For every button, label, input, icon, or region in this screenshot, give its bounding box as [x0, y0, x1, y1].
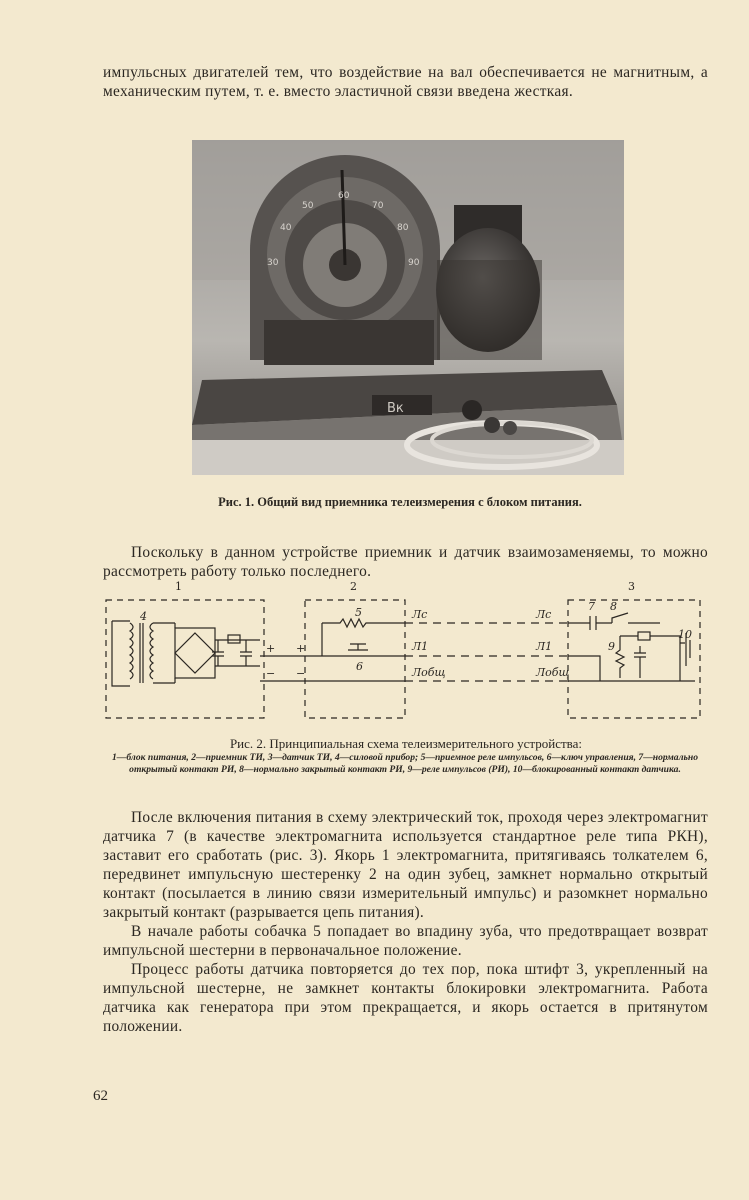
polarity-sign: − — [266, 667, 276, 680]
block-number: 1 — [175, 580, 182, 593]
line-label: Лс — [412, 608, 428, 621]
body-paragraph: Процесс работы датчика повторяется до тех пор, пока штифт 3, укрепленный на импульсной шестерне, не замкнет контакты блокировки электромагнита. Работа датчика как генератора при этом прекращается, и якорь остается в притянутом положении. — [103, 961, 708, 1035]
component-number: 6 — [356, 660, 363, 673]
line-label: Лс — [536, 608, 552, 621]
component-number: 7 — [588, 600, 595, 613]
block-number: 3 — [628, 580, 635, 593]
component-number: 10 — [678, 628, 692, 641]
component-number: 9 — [608, 640, 615, 653]
line-label: Лобщ — [536, 666, 570, 679]
middle-paragraph: Поскольку в данном устройстве приемник и датчик взаимозаменяемы, то можно рассмотреть работу только последнего. — [103, 544, 708, 580]
panel-label: Вк — [387, 401, 404, 416]
top-paragraph: импульсных двигателей тем, что воздействие на вал обеспечивается не магнитным, а механическим путем, т. е. вместо эластичной связи введена жесткая. — [103, 64, 708, 100]
circuit-labels — [139, 580, 692, 680]
polarity-sign: + — [266, 642, 276, 655]
page-number: 62 — [93, 1088, 108, 1104]
dial-label: 80 — [397, 223, 409, 233]
body-paragraph: После включения питания в схему электрический ток, проходя через электромагнит датчика 7 (в качестве электромагнита используется стандартное реле типа РКН), заставит его сработать (рис. 3). Якорь 1 электромагнита, притягиваясь толкателем 6, передвинет импульсную шестеренку 2 на один зубец, замкнет нормально открытый контакт (посылается в линию связи измерительный импульс) и разомкнет нормально закрытый контакт (разрывается цепь питания). — [103, 809, 708, 921]
component-number: 5 — [355, 606, 362, 619]
line-label: Лобщ — [412, 666, 446, 679]
figure2-caption: Рис. 2. Принципиальная схема телеизмерительного устройства: — [229, 736, 583, 751]
figure2-legend: 1—блок питания, 2—приемник ТИ, 3—датчик ТИ, 4—силовой прибор; 5—приемное реле импульсов, 6—ключ управления, 7—нормально открытый контакт РИ, 8—нормально закрытый контакт РИ, 9—реле импульсов (РИ), 10—блокированный контакт датчика. — [111, 752, 699, 775]
component-number: 4 — [140, 610, 147, 623]
figure2-schematic — [100, 578, 710, 728]
block-number: 2 — [350, 580, 357, 593]
receiver-photo-image — [192, 140, 624, 475]
dial-label: 90 — [408, 258, 420, 268]
body-paragraph: В начале работы собачка 5 попадает во впадину зуба, что предотвращает возврат импульсной шестерни в первоначальное положение. — [103, 923, 708, 959]
body-text — [103, 808, 708, 1036]
figure1-caption: Рис. 1. Общий вид приемника телеизмерения с блоком питания. — [218, 495, 582, 509]
dial-label: 30 — [267, 258, 279, 268]
component-number: 8 — [610, 600, 617, 613]
line-label: Л1 — [536, 640, 553, 653]
schematic-diagram — [100, 578, 710, 728]
polarity-sign: − — [296, 667, 306, 680]
dial-label: 70 — [372, 201, 384, 211]
line-label: Л1 — [412, 640, 429, 653]
dial-label: 50 — [302, 201, 314, 211]
figure1-photo — [192, 140, 624, 475]
dial-label: 60 — [338, 191, 350, 201]
polarity-sign: + — [296, 642, 306, 655]
dial-label: 40 — [280, 223, 292, 233]
